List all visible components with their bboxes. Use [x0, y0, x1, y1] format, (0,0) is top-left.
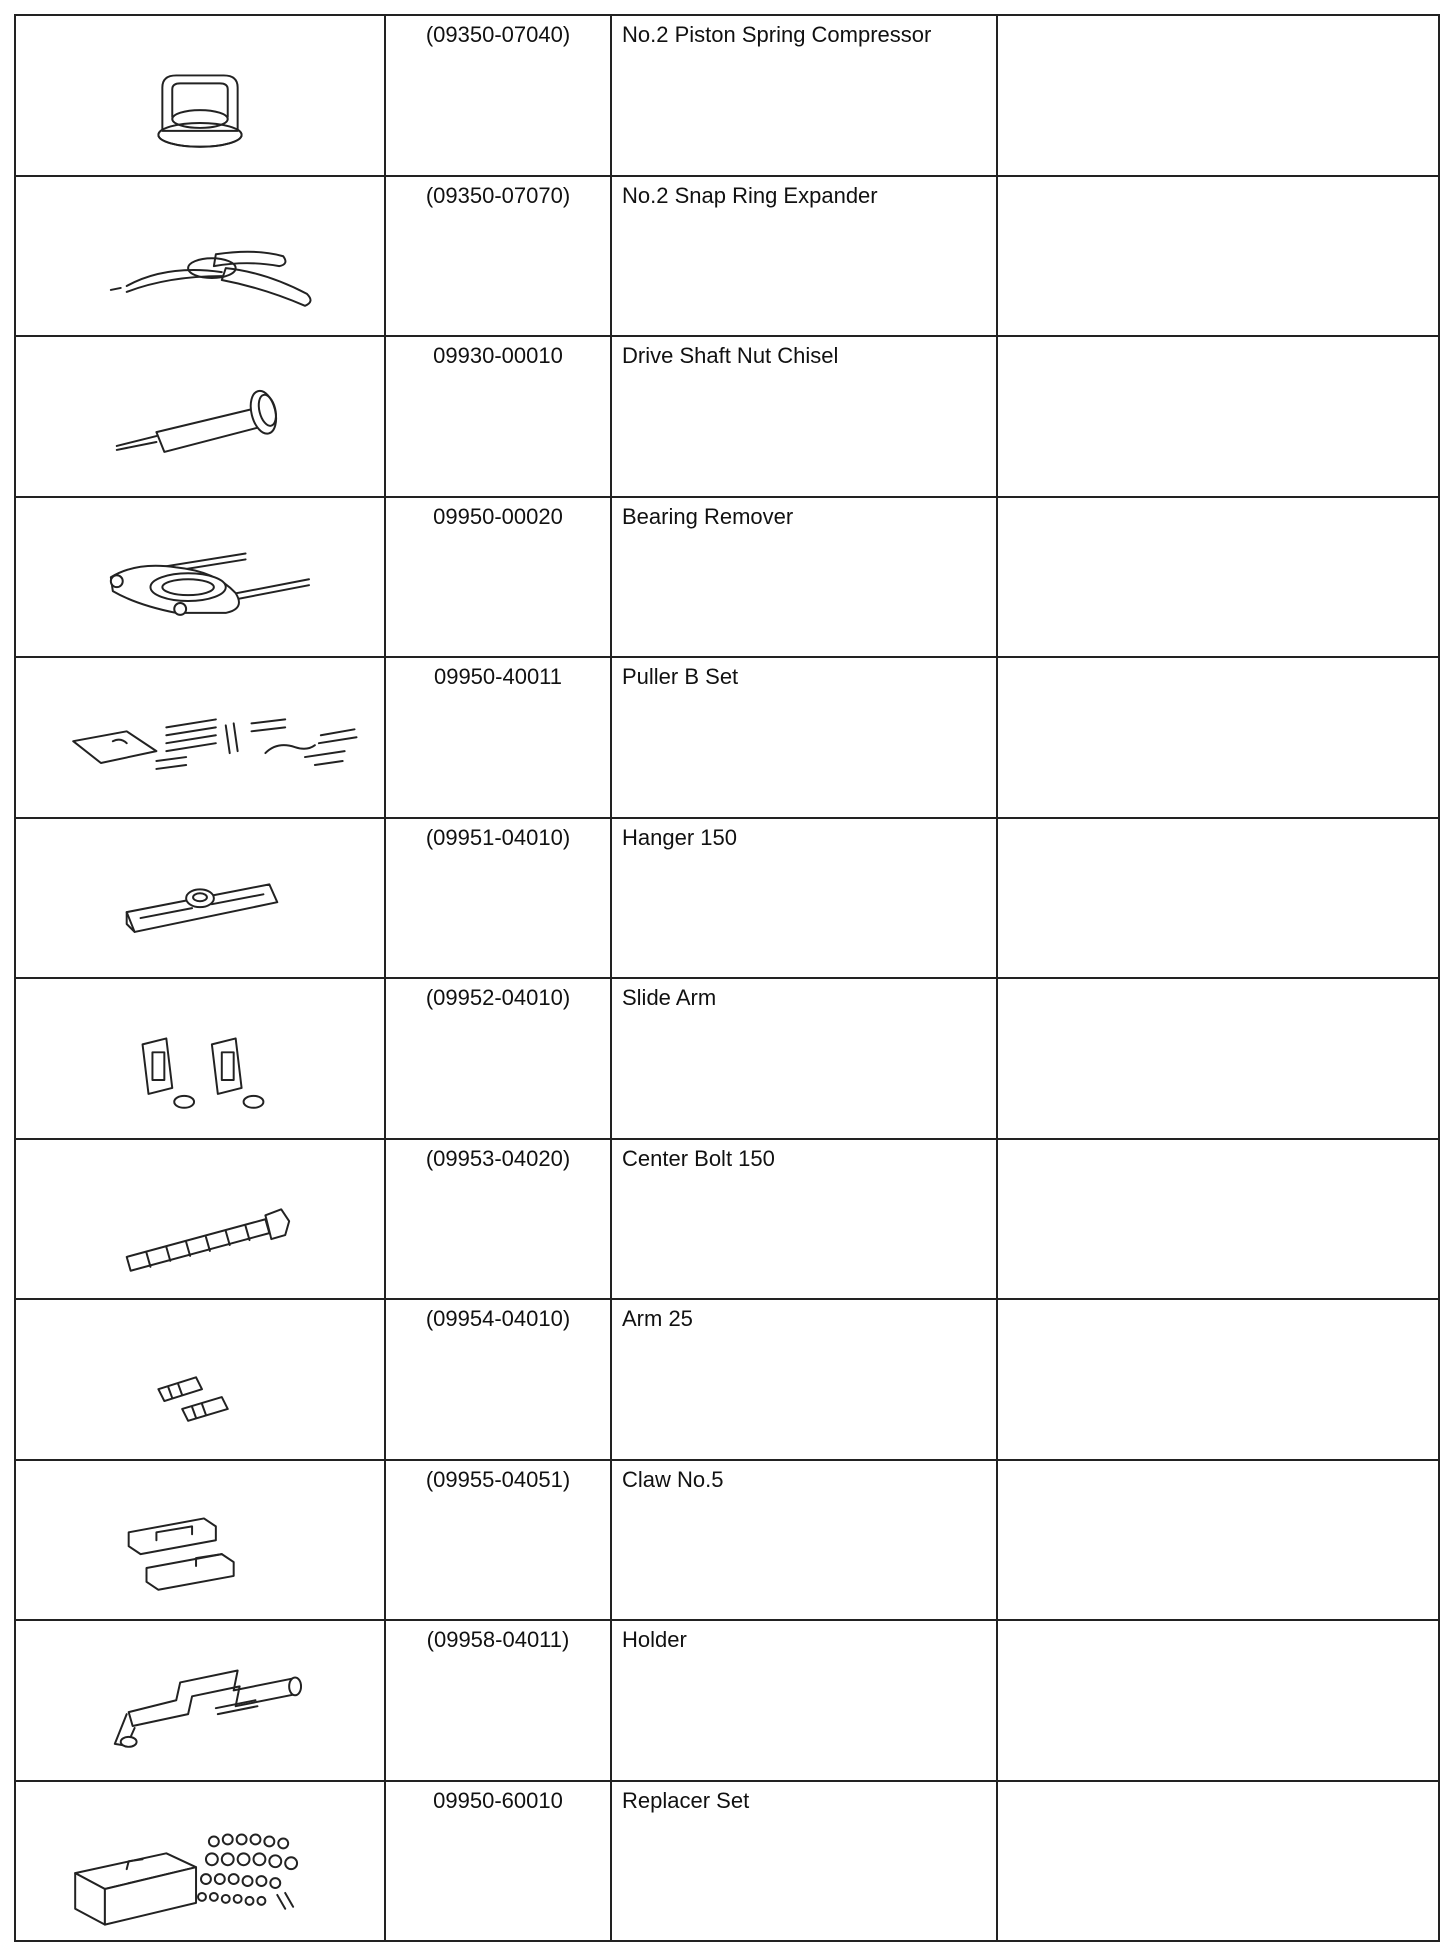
part-number: (09958-04011) — [426, 1627, 570, 1652]
table-row — [15, 497, 1439, 658]
part-number-cell — [385, 1620, 611, 1781]
piston-spring-compressor-icon — [16, 16, 384, 175]
remarks-cell — [997, 1299, 1439, 1460]
part-number: (09953-04020) — [425, 1145, 571, 1171]
tool-illustration-cell — [15, 1781, 385, 1942]
center-bolt-icon — [16, 1140, 384, 1299]
remarks-cell — [997, 497, 1439, 658]
part-number: (09954-04010) — [425, 1306, 571, 1331]
snap-ring-expander-icon — [16, 177, 384, 336]
tool-name: No.2 Piston Spring Compressor — [622, 22, 932, 47]
nut-chisel-icon — [16, 337, 384, 496]
tool-name-cell — [611, 15, 997, 176]
part-number-cell — [385, 1139, 611, 1300]
table-row — [15, 818, 1439, 979]
part-number: 09950-40011 — [433, 664, 563, 689]
table-row — [15, 657, 1439, 818]
table-row — [15, 1299, 1439, 1460]
part-number-cell — [385, 978, 611, 1139]
tool-illustration-cell — [15, 1299, 385, 1460]
table-row — [15, 978, 1439, 1139]
part-number: 09930-00010 — [433, 343, 563, 368]
tool-name: Bearing Remover — [622, 503, 794, 529]
tool-name: Slide Arm — [622, 985, 717, 1010]
remarks-cell — [997, 176, 1439, 337]
special-tools-table — [14, 14, 1440, 1942]
claw-icon — [16, 1461, 384, 1620]
tool-name-cell — [611, 1299, 997, 1460]
bearing-remover-icon — [16, 498, 384, 657]
remarks-cell — [997, 818, 1439, 979]
remarks-cell — [997, 657, 1439, 818]
remarks-cell — [997, 336, 1439, 497]
table-row — [15, 1781, 1439, 1942]
table-row — [15, 15, 1439, 176]
tool-illustration-cell — [15, 818, 385, 979]
remarks-cell — [997, 15, 1439, 176]
tool-illustration-cell — [15, 657, 385, 818]
tool-name-cell — [611, 1781, 997, 1942]
part-number-cell — [385, 1460, 611, 1621]
tool-illustration-cell — [15, 497, 385, 658]
tool-name: No.2 Snap Ring Expander — [622, 182, 878, 208]
puller-set-icon — [16, 658, 384, 817]
hanger-icon — [16, 819, 384, 978]
tool-name: Replacer Set — [622, 1787, 750, 1813]
holder-icon — [16, 1621, 384, 1780]
part-number: (09350-07070) — [425, 182, 571, 208]
tool-name-cell — [611, 818, 997, 979]
tool-name-cell — [611, 1620, 997, 1781]
tool-illustration-cell — [15, 176, 385, 337]
tool-illustration-cell — [15, 978, 385, 1139]
tool-name: Puller B Set — [622, 664, 739, 689]
tool-name-cell — [611, 336, 997, 497]
part-number-cell — [385, 176, 611, 337]
part-number: (09350-07040) — [425, 22, 571, 47]
tool-name-cell — [611, 657, 997, 818]
part-number-cell — [385, 497, 611, 658]
part-number-cell — [385, 818, 611, 979]
tool-name: Hanger 150 — [622, 824, 737, 850]
tool-name: Claw No.5 — [622, 1466, 724, 1492]
tool-illustration-cell — [15, 1620, 385, 1781]
tool-name-cell — [611, 1139, 997, 1300]
table-row — [15, 176, 1439, 337]
part-number: (09952-04010) — [425, 985, 571, 1010]
part-number: (09951-04010) — [425, 824, 571, 850]
tool-illustration-cell — [15, 336, 385, 497]
table-row — [15, 1620, 1439, 1781]
tool-name-cell — [611, 176, 997, 337]
remarks-cell — [997, 1781, 1439, 1942]
table-row — [15, 336, 1439, 497]
table-row — [15, 1139, 1439, 1300]
part-number-cell — [385, 336, 611, 497]
tool-illustration-cell — [15, 15, 385, 176]
remarks-cell — [997, 1139, 1439, 1300]
part-number: 09950-60010 — [433, 1787, 563, 1813]
tool-name: Arm 25 — [622, 1306, 693, 1331]
part-number-cell — [385, 1299, 611, 1460]
part-number-cell — [385, 657, 611, 818]
part-number-cell — [385, 1781, 611, 1942]
remarks-cell — [997, 1620, 1439, 1781]
tool-name: Center Bolt 150 — [622, 1145, 775, 1171]
remarks-cell — [997, 978, 1439, 1139]
slide-arm-icon — [16, 979, 384, 1138]
tool-name: Holder — [622, 1627, 687, 1652]
tool-illustration-cell — [15, 1460, 385, 1621]
tool-name-cell — [611, 1460, 997, 1621]
tool-name-cell — [611, 497, 997, 658]
tool-name: Drive Shaft Nut Chisel — [622, 343, 839, 368]
tool-name-cell — [611, 978, 997, 1139]
replacer-set-icon — [16, 1782, 384, 1941]
part-number-cell — [385, 15, 611, 176]
tool-illustration-cell — [15, 1139, 385, 1300]
arm-icon — [16, 1300, 384, 1459]
part-number: 09950-00020 — [433, 503, 563, 529]
remarks-cell — [997, 1460, 1439, 1621]
part-number: (09955-04051) — [425, 1466, 571, 1492]
table-row — [15, 1460, 1439, 1621]
